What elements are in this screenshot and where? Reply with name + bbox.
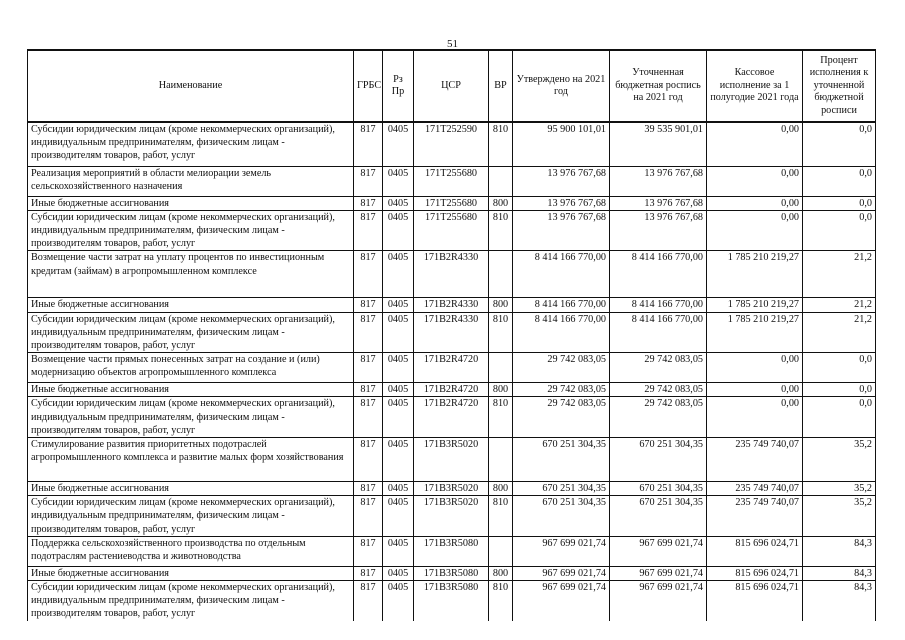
cell-vr (489, 536, 513, 566)
cell-name: Иные бюджетные ассигнования (28, 383, 354, 397)
cell-approved: 29 742 083,05 (513, 353, 610, 383)
cell-vr: 800 (489, 298, 513, 312)
cell-percent: 21,2 (803, 298, 876, 312)
cell-vr (489, 166, 513, 196)
cell-rzpr: 0405 (383, 536, 414, 566)
cell-percent: 35,2 (803, 481, 876, 495)
cell-csr: 171B3R5080 (414, 536, 489, 566)
cell-approved: 670 251 304,35 (513, 496, 610, 537)
table-row (28, 566, 876, 580)
cell-csr: 171B2R4720 (414, 397, 489, 438)
cell-vr: 810 (489, 397, 513, 438)
cell-vr: 810 (489, 210, 513, 251)
cell-percent: 21,2 (803, 312, 876, 353)
cell-cash: 815 696 024,71 (707, 580, 803, 620)
cell-cash: 1 785 210 219,27 (707, 298, 803, 312)
cell-grbs: 817 (354, 122, 383, 166)
cell-grbs: 817 (354, 580, 383, 620)
cell-approved: 95 900 101,01 (513, 122, 610, 166)
cell-cash: 235 749 740,07 (707, 481, 803, 495)
cell-approved: 8 414 166 770,00 (513, 251, 610, 298)
cell-name: Субсидии юридическим лицам (кроме некоммерческих организаций), индивидуальным предпринимателям, физическим лицам - производителям товаров, работ, услуг (28, 580, 354, 620)
cell-grbs: 817 (354, 196, 383, 210)
col-header-grbs: ГРБС (354, 50, 383, 122)
cell-csr: 171T255680 (414, 210, 489, 251)
col-header-refined: Уточненная бюджетная роспись на 2021 год (610, 50, 707, 122)
cell-csr: 171B3R5080 (414, 566, 489, 580)
col-header-name: Наименование (28, 50, 354, 122)
cell-cash: 815 696 024,71 (707, 536, 803, 566)
cell-rzpr: 0405 (383, 496, 414, 537)
cell-csr: 171T255680 (414, 196, 489, 210)
cell-approved: 13 976 767,68 (513, 210, 610, 251)
budget-execution-table (27, 49, 876, 621)
cell-cash: 0,00 (707, 353, 803, 383)
cell-rzpr: 0405 (383, 251, 414, 298)
cell-grbs: 817 (354, 566, 383, 580)
cell-grbs: 817 (354, 481, 383, 495)
cell-vr: 800 (489, 481, 513, 495)
cell-approved: 13 976 767,68 (513, 196, 610, 210)
cell-grbs: 817 (354, 536, 383, 566)
cell-grbs: 817 (354, 298, 383, 312)
cell-cash: 235 749 740,07 (707, 496, 803, 537)
cell-cash: 1 785 210 219,27 (707, 312, 803, 353)
cell-csr: 171B3R5020 (414, 437, 489, 481)
cell-grbs: 817 (354, 437, 383, 481)
cell-approved: 29 742 083,05 (513, 383, 610, 397)
col-header-approved: Утверждено на 2021 год (513, 50, 610, 122)
cell-percent: 84,3 (803, 580, 876, 620)
cell-rzpr: 0405 (383, 580, 414, 620)
cell-vr: 810 (489, 496, 513, 537)
cell-rzpr: 0405 (383, 383, 414, 397)
cell-csr: 171B2R4330 (414, 298, 489, 312)
cell-rzpr: 0405 (383, 122, 414, 166)
cell-grbs: 817 (354, 383, 383, 397)
cell-refined: 8 414 166 770,00 (610, 298, 707, 312)
cell-name: Субсидии юридическим лицам (кроме некоммерческих организаций), индивидуальным предпринимателям, физическим лицам - производителям товаров, работ, услуг (28, 122, 354, 166)
cell-percent: 35,2 (803, 437, 876, 481)
cell-approved: 967 699 021,74 (513, 566, 610, 580)
cell-name: Иные бюджетные ассигнования (28, 566, 354, 580)
cell-refined: 670 251 304,35 (610, 481, 707, 495)
cell-csr: 171T255680 (414, 166, 489, 196)
cell-vr: 800 (489, 566, 513, 580)
cell-grbs: 817 (354, 496, 383, 537)
cell-cash: 815 696 024,71 (707, 566, 803, 580)
cell-csr: 171B2R4720 (414, 353, 489, 383)
cell-rzpr: 0405 (383, 353, 414, 383)
cell-rzpr: 0405 (383, 481, 414, 495)
table-row (28, 166, 876, 196)
cell-refined: 967 699 021,74 (610, 566, 707, 580)
cell-name: Субсидии юридическим лицам (кроме некоммерческих организаций), индивидуальным предпринимателям, физическим лицам - производителям товаров, работ, услуг (28, 210, 354, 251)
table-row (28, 312, 876, 353)
cell-cash: 0,00 (707, 210, 803, 251)
cell-cash: 235 749 740,07 (707, 437, 803, 481)
cell-grbs: 817 (354, 166, 383, 196)
cell-name: Иные бюджетные ассигнования (28, 196, 354, 210)
cell-csr: 171T252590 (414, 122, 489, 166)
table-row (28, 397, 876, 438)
col-header-percent: Процент исполнения к уточненной бюджетной росписи (803, 50, 876, 122)
cell-rzpr: 0405 (383, 210, 414, 251)
cell-percent: 0,0 (803, 122, 876, 166)
col-header-csr: ЦСР (414, 50, 489, 122)
col-header-vr: ВР (489, 50, 513, 122)
table-row (28, 122, 876, 166)
cell-csr: 171B2R4330 (414, 312, 489, 353)
cell-approved: 8 414 166 770,00 (513, 312, 610, 353)
cell-approved: 8 414 166 770,00 (513, 298, 610, 312)
cell-refined: 13 976 767,68 (610, 210, 707, 251)
cell-vr: 800 (489, 196, 513, 210)
cell-name: Субсидии юридическим лицам (кроме некоммерческих организаций), индивидуальным предпринимателям, физическим лицам - производителям товаров, работ, услуг (28, 312, 354, 353)
table-row (28, 251, 876, 298)
cell-refined: 670 251 304,35 (610, 496, 707, 537)
cell-grbs: 817 (354, 353, 383, 383)
cell-name: Стимулирование развития приоритетных подотраслей агропромышленного комплекса и развитие малых форм хозяйствования (28, 437, 354, 481)
header-row (28, 50, 876, 122)
table-row (28, 298, 876, 312)
cell-cash: 0,00 (707, 122, 803, 166)
table-row (28, 437, 876, 481)
cell-csr: 171B2R4330 (414, 251, 489, 298)
page-number: 51 (447, 38, 458, 50)
cell-rzpr: 0405 (383, 397, 414, 438)
cell-name: Субсидии юридическим лицам (кроме некоммерческих организаций), индивидуальным предпринимателям, физическим лицам - производителям товаров, работ, услуг (28, 397, 354, 438)
cell-cash: 0,00 (707, 166, 803, 196)
cell-refined: 29 742 083,05 (610, 383, 707, 397)
cell-vr: 810 (489, 580, 513, 620)
table-body (28, 122, 876, 621)
cell-grbs: 817 (354, 397, 383, 438)
cell-refined: 967 699 021,74 (610, 580, 707, 620)
cell-vr: 810 (489, 312, 513, 353)
cell-percent: 84,3 (803, 566, 876, 580)
table-row (28, 383, 876, 397)
cell-rzpr: 0405 (383, 312, 414, 353)
cell-csr: 171B2R4720 (414, 383, 489, 397)
cell-name: Поддержка сельскохозяйственного производства по отдельным подотраслям растениеводства и животноводства (28, 536, 354, 566)
cell-percent: 21,2 (803, 251, 876, 298)
cell-refined: 29 742 083,05 (610, 353, 707, 383)
cell-percent: 0,0 (803, 196, 876, 210)
cell-name: Субсидии юридическим лицам (кроме некоммерческих организаций), индивидуальным предпринимателям, физическим лицам - производителям товаров, работ, услуг (28, 496, 354, 537)
cell-vr: 800 (489, 383, 513, 397)
table-row (28, 580, 876, 620)
table-row (28, 536, 876, 566)
cell-approved: 967 699 021,74 (513, 536, 610, 566)
cell-grbs: 817 (354, 312, 383, 353)
cell-refined: 8 414 166 770,00 (610, 312, 707, 353)
cell-refined: 8 414 166 770,00 (610, 251, 707, 298)
cell-refined: 967 699 021,74 (610, 536, 707, 566)
cell-cash: 0,00 (707, 397, 803, 438)
cell-approved: 29 742 083,05 (513, 397, 610, 438)
cell-refined: 29 742 083,05 (610, 397, 707, 438)
cell-percent: 0,0 (803, 383, 876, 397)
cell-percent: 0,0 (803, 210, 876, 251)
cell-rzpr: 0405 (383, 566, 414, 580)
cell-name: Иные бюджетные ассигнования (28, 298, 354, 312)
cell-csr: 171B3R5020 (414, 496, 489, 537)
cell-cash: 0,00 (707, 383, 803, 397)
cell-csr: 171B3R5020 (414, 481, 489, 495)
cell-refined: 670 251 304,35 (610, 437, 707, 481)
cell-refined: 13 976 767,68 (610, 196, 707, 210)
col-header-cash: Кассовое исполнение за 1 полугодие 2021 года (707, 50, 803, 122)
cell-percent: 35,2 (803, 496, 876, 537)
cell-grbs: 817 (354, 251, 383, 298)
cell-cash: 1 785 210 219,27 (707, 251, 803, 298)
cell-name: Иные бюджетные ассигнования (28, 481, 354, 495)
cell-csr: 171B3R5080 (414, 580, 489, 620)
cell-percent: 84,3 (803, 536, 876, 566)
cell-grbs: 817 (354, 210, 383, 251)
cell-refined: 39 535 901,01 (610, 122, 707, 166)
cell-approved: 670 251 304,35 (513, 437, 610, 481)
cell-name: Возмещение части затрат на уплату процентов по инвестиционным кредитам (займам) в агропромышленном комплексе (28, 251, 354, 298)
cell-approved: 670 251 304,35 (513, 481, 610, 495)
cell-percent: 0,0 (803, 166, 876, 196)
cell-approved: 13 976 767,68 (513, 166, 610, 196)
cell-percent: 0,0 (803, 397, 876, 438)
col-header-rzpr: Рз Пр (383, 50, 414, 122)
table-row (28, 353, 876, 383)
cell-vr (489, 353, 513, 383)
cell-vr: 810 (489, 122, 513, 166)
cell-refined: 13 976 767,68 (610, 166, 707, 196)
table-row (28, 481, 876, 495)
cell-percent: 0,0 (803, 353, 876, 383)
table-row (28, 210, 876, 251)
cell-name: Реализация мероприятий в области мелиорации земель сельскохозяйственного назначения (28, 166, 354, 196)
cell-rzpr: 0405 (383, 166, 414, 196)
cell-vr (489, 251, 513, 298)
cell-rzpr: 0405 (383, 298, 414, 312)
cell-rzpr: 0405 (383, 196, 414, 210)
table-row (28, 196, 876, 210)
cell-cash: 0,00 (707, 196, 803, 210)
cell-name: Возмещение части прямых понесенных затрат на создание и (или) модернизацию объектов агропромышленного комплекса (28, 353, 354, 383)
table-row (28, 496, 876, 537)
cell-rzpr: 0405 (383, 437, 414, 481)
cell-vr (489, 437, 513, 481)
cell-approved: 967 699 021,74 (513, 580, 610, 620)
